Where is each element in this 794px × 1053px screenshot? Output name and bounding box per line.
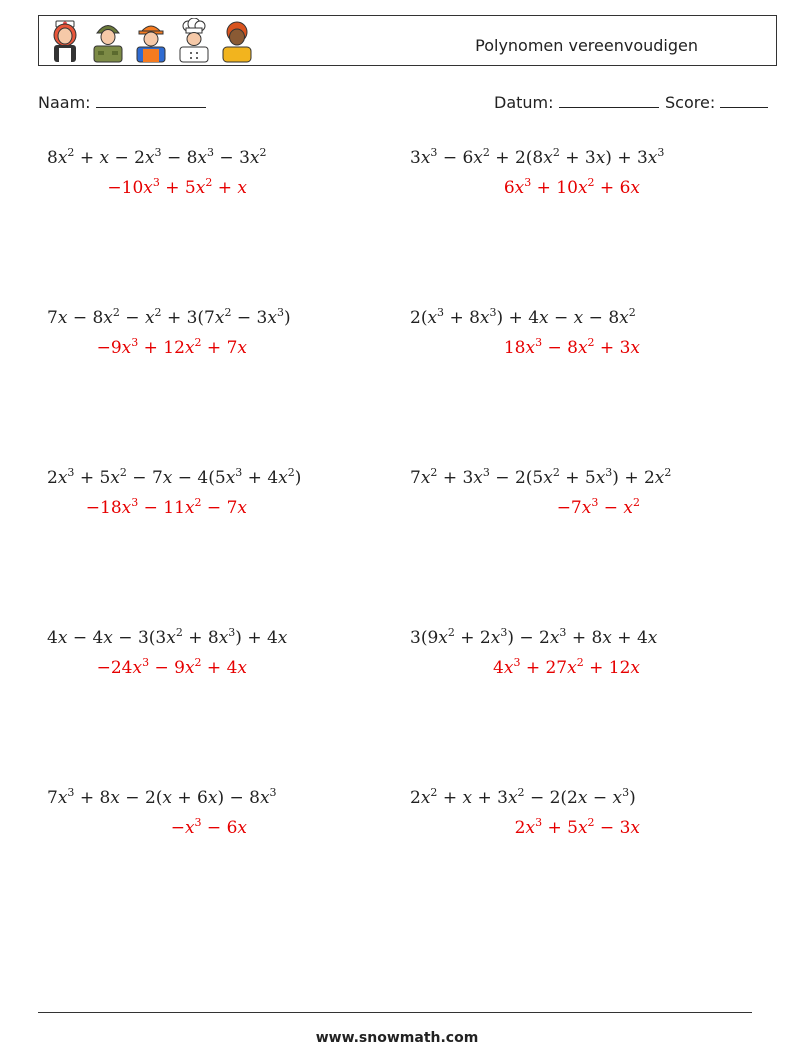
problem-answer: $-9x^3 + 12x^2 + 7x$ <box>96 336 247 358</box>
problem-answer: $-7x^3 - x^2$ <box>556 496 640 518</box>
problem-expression: $7x - 8x^2 - x^2 + 3(7x^2 - 3x^3)$ <box>47 306 291 328</box>
problem-expression: $3x^3 - 6x^2 + 2(8x^2 + 3x) + 3x^3$ <box>410 146 665 168</box>
problem-expression: $4x - 4x - 3(3x^2 + 8x^3) + 4x$ <box>47 626 288 648</box>
date-label: Datum: <box>494 93 554 112</box>
score-label: Score: <box>665 93 716 112</box>
name-field[interactable] <box>38 93 206 112</box>
person-avatar-icon <box>219 18 255 64</box>
problem-expression: $7x^3 + 8x - 2(x + 6x) - 8x^3$ <box>47 786 277 808</box>
problem-expression: $2x^3 + 5x^2 - 7x - 4(5x^3 + 4x^2)$ <box>47 466 302 488</box>
avatar-row <box>47 18 255 64</box>
date-field[interactable] <box>494 93 659 112</box>
problem-expression: $3(9x^2 + 2x^3) - 2x^3 + 8x + 4x$ <box>410 626 658 648</box>
footer-divider <box>38 1012 752 1013</box>
worksheet-header <box>38 15 777 66</box>
name-blank[interactable] <box>96 93 206 108</box>
footer-url: www.snowmath.com <box>315 1030 479 1046</box>
problem-expression: $2(x^3 + 8x^3) + 4x - x - 8x^2$ <box>410 306 636 328</box>
problem-expression: $8x^2 + x - 2x^3 - 8x^3 - 3x^2$ <box>47 146 267 168</box>
worksheet-title: Polynomen vereenvoudigen <box>475 36 698 55</box>
problem-expression: $2x^2 + x + 3x^2 - 2(2x - x^3)$ <box>410 786 636 808</box>
score-field[interactable] <box>665 93 768 112</box>
score-blank[interactable] <box>720 93 768 108</box>
problem-answer: $18x^3 - 8x^2 + 3x$ <box>503 336 640 358</box>
soldier-avatar-icon <box>90 18 126 64</box>
chef-avatar-icon <box>176 18 212 64</box>
worker-avatar-icon <box>133 18 169 64</box>
problem-answer: $-x^3 - 6x$ <box>170 816 247 838</box>
problem-answer: $4x^3 + 27x^2 + 12x$ <box>493 656 640 678</box>
problem-answer: $6x^3 + 10x^2 + 6x$ <box>503 176 640 198</box>
problem-expression: $7x^2 + 3x^3 - 2(5x^2 + 5x^3) + 2x^2$ <box>410 466 672 488</box>
nurse-avatar-icon <box>47 18 83 64</box>
name-label: Naam: <box>38 93 91 112</box>
problem-answer: $2x^3 + 5x^2 - 3x$ <box>514 816 640 838</box>
problem-answer: $-10x^3 + 5x^2 + x$ <box>107 176 247 198</box>
problem-answer: $-24x^3 - 9x^2 + 4x$ <box>96 656 247 678</box>
problem-answer: $-18x^3 - 11x^2 - 7x$ <box>85 496 247 518</box>
date-blank[interactable] <box>559 93 659 108</box>
